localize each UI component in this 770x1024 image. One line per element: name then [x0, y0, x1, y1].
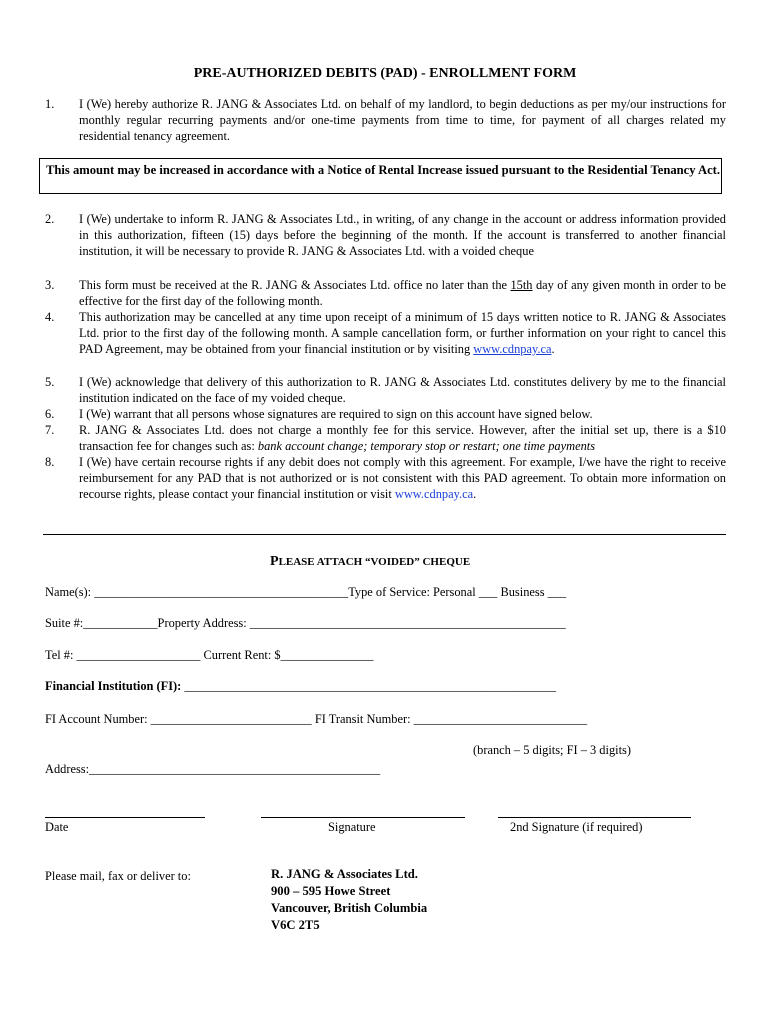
section-divider — [43, 534, 726, 535]
cancellation-text: This authorization may be cancelled at any time upon receipt of a minimum of 15 days written notice to R. JANG & Associates Ltd. prior to the first day of the following month. A sample cancellation form, or further information on your right to cancel this PAD Agreement, may be obtained from your financial institution or by visiting — [79, 310, 726, 356]
deadline-text: This form must be received at the R. JANG & Associates Ltd. office no later than the — [79, 278, 511, 292]
deadline-clause — [79, 277, 726, 309]
suite-address-field[interactable]: Suite #:____________Property Address: ___________________________________________________ — [45, 616, 566, 630]
address-field[interactable]: Address:_______________________________________________ — [45, 762, 381, 776]
address-city: Vancouver, British Columbia — [271, 901, 428, 915]
names-service-field[interactable]: Name(s): _________________________________________Type of Service: Personal ___ Business ___ — [45, 585, 567, 599]
attach-heading-initial: P — [270, 554, 279, 569]
item-number: 1. — [45, 97, 55, 111]
undertaking-clause: I (We) undertake to inform R. JANG & Associates Ltd., in writing, of any change in the account or address information provided in this authorization, fifteen (15) days before the beginning of the month. If the account is transferred to another financial institution, it will be necessary to provide R. JANG & Associates Ltd. with a voided cheque — [79, 212, 726, 258]
date-line[interactable] — [45, 817, 205, 818]
warranty-clause: I (We) warrant that all persons whose signatures are required to sign on this account have signed below. — [79, 407, 593, 421]
signature-line[interactable] — [261, 817, 465, 818]
cancellation-end: . — [551, 342, 555, 356]
item-number: 2. — [45, 212, 55, 226]
fi-label: Financial Institution (FI): — [45, 679, 182, 693]
item-number: 7. — [45, 423, 55, 437]
fee-clause — [79, 422, 726, 454]
form-title: PRE-AUTHORIZED DEBITS (PAD) - ENROLLMENT FORM — [193, 66, 577, 81]
rent-increase-notice: This amount may be increased in accordance with a Notice of Rental Increase issued pursuant to the Residential Tenancy Act. — [39, 158, 722, 194]
recourse-text: I (We) have certain recourse rights if any debit does not comply with this agreement. For example, I/we have the right to receive reimbursement for any PAD that is not authorized or is not consistent with this PAD agreement. To obtain more information on recourse rights, please contact your financial institution or visit — [79, 455, 726, 501]
branch-digit-note: (branch – 5 digits; FI – 3 digits) — [473, 743, 631, 757]
recourse-end: . — [473, 487, 477, 501]
item-number: 5. — [45, 375, 55, 389]
cdnpay-link[interactable]: www.cdnpay.ca — [394, 487, 474, 501]
address-company: R. JANG & Associates Ltd. — [271, 867, 418, 881]
item-number: 6. — [45, 407, 55, 421]
recourse-clause — [79, 454, 726, 502]
item-number: 3. — [45, 278, 55, 292]
signature-label: Signature — [328, 820, 376, 834]
account-transit-field[interactable]: FI Account Number: __________________________ FI Transit Number: ____________________________ — [45, 712, 588, 726]
date-label: Date — [45, 820, 69, 834]
attach-heading-text: LEASE ATTACH “VOIDED” CHEQUE — [278, 556, 471, 568]
item-number: 8. — [45, 455, 55, 469]
mailing-address — [271, 866, 427, 934]
delivery-clause: I (We) acknowledge that delivery of this authorization to R. JANG & Associates Ltd. constitutes delivery by me to the financial institution indicated on the face of my voided cheque. — [79, 375, 726, 405]
fee-text: R. JANG & Associates Ltd. does not charge a monthly fee for this service. However, after the initial set up, there is a $10 transaction fee for changes such as: — [79, 423, 726, 453]
deadline-text-end: day of any given month in order to be effective for the first day of the following month. — [79, 278, 726, 308]
financial-institution-field[interactable] — [45, 678, 556, 694]
deadline-day: 15th — [510, 278, 533, 292]
tel-rent-field[interactable]: Tel #: ____________________ Current Rent: $_______________ — [45, 648, 374, 662]
cancellation-clause — [79, 309, 726, 357]
address-postal: V6C 2T5 — [271, 918, 320, 932]
mail-instruction: Please mail, fax or deliver to: — [45, 869, 191, 883]
attach-cheque-heading — [270, 553, 470, 570]
cdnpay-link[interactable]: www.cdnpay.ca — [473, 342, 552, 356]
authorization-clause: I (We) hereby authorize R. JANG & Associates Ltd. on behalf of my landlord, to begin deductions as per my/our instructions for monthly regular recurring payments and/or one-time payments from time to time, for payment of all charges related my residential tenancy agreement. — [79, 97, 726, 143]
second-signature-label: 2nd Signature (if required) — [510, 820, 643, 834]
second-signature-line[interactable] — [498, 817, 691, 818]
item-number: 4. — [45, 310, 55, 324]
address-street: 900 – 595 Howe Street — [271, 884, 391, 898]
fi-line: ____________________________________________________________ — [181, 679, 557, 693]
fee-examples: bank account change; temporary stop or restart; one time payments — [257, 439, 596, 453]
